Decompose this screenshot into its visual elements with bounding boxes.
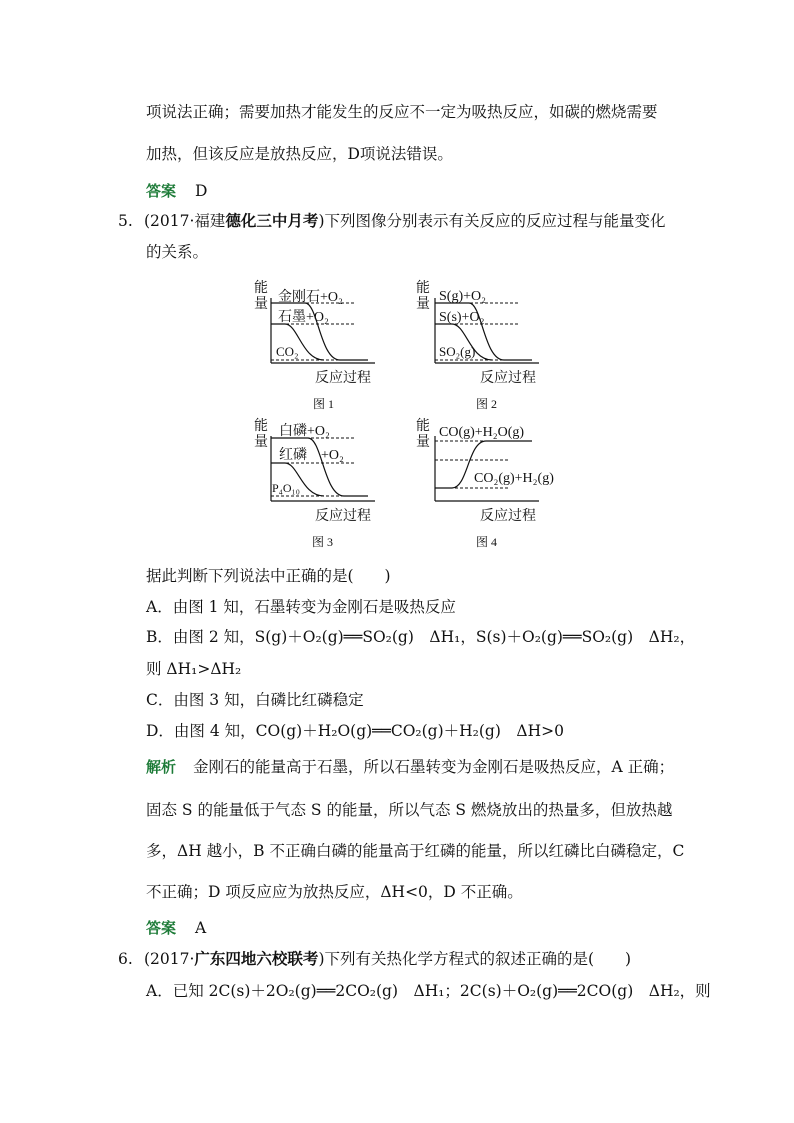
figure-caption: 图 4: [476, 535, 498, 549]
question-source: (2017·福建德化三中月考)下列图像分别表示有关反应的反应过程与能量变化: [144, 211, 666, 230]
x-axis-label: 反应过程: [315, 371, 371, 386]
level-bottom-label: SO₂(g): [439, 344, 476, 359]
level-mid-label: 红磷 +O₂: [279, 448, 344, 463]
explanation-line-3: 多，ΔH 越小，B 不正确白磷的能量高于红磷的能量，所以红磷比白磷稳定，C: [146, 842, 685, 860]
y-axis-label-bottom: 量: [254, 435, 268, 450]
x-axis-label: 反应过程: [315, 509, 371, 524]
previous-explanation-line-1: 项说法正确；需要加热才能发生的反应不一定为吸热反应，如碳的燃烧需要: [146, 103, 658, 121]
explanation-line-1: 解析 金刚石的能量高于石墨，所以石墨转变为金刚石是吸热反应，A 正确；: [146, 758, 675, 776]
y-axis-label-bottom: 量: [416, 297, 430, 312]
question-5-stem-line-2: 的关系。: [146, 243, 209, 261]
figure-2: [414, 278, 554, 418]
answer-label: 答案: [146, 919, 177, 937]
answer-value: D: [194, 182, 208, 200]
figure-caption: 图 1: [313, 397, 335, 411]
question-6-stem: [118, 949, 631, 969]
level-top-label: S(g)+O₂: [439, 289, 486, 304]
level-bottom-label: P₄O₁₀: [272, 481, 300, 495]
option-d: D．由图 4 知，CO(g)＋H₂O(g)══CO₂(g)＋H₂(g) ΔH>0: [146, 722, 564, 740]
y-axis-label-top: 能: [254, 419, 268, 434]
explanation-line-2: 固态 S 的能量低于气态 S 的能量，所以气态 S 燃烧放出的热量多，但放热越: [146, 801, 673, 819]
figure-caption: 图 2: [476, 397, 498, 411]
question-5-ask: 据此判断下列说法中正确的是( ): [146, 567, 391, 585]
explanation-label: 解析: [146, 758, 177, 776]
y-axis-label-top: 能: [416, 281, 430, 296]
level-top-label: 金刚石+O₂: [278, 290, 343, 305]
y-axis-label-top: 能: [254, 281, 268, 296]
y-axis-label-top: 能: [416, 419, 430, 434]
level-top-label: 白磷+O₂: [279, 424, 330, 439]
figure-4: [414, 416, 574, 556]
option-b: B．由图 2 知，S(g)＋O₂(g)══SO₂(g) ΔH₁，S(s)＋O₂(g)══SO₂(g) ΔH₂，: [146, 628, 696, 646]
option-a: A．由图 1 知，石墨转变为金刚石是吸热反应: [146, 598, 456, 616]
question-source: (2017·广东四地六校联考)下列有关热化学方程式的叙述正确的是( ): [144, 949, 632, 968]
option-c: C．由图 3 知，白磷比红磷稳定: [146, 691, 364, 709]
figure-3: [250, 416, 390, 556]
previous-answer: [146, 181, 207, 201]
level-top-label: CO(g)+H₂O(g): [439, 425, 525, 440]
level-bottom-label: CO₂: [276, 344, 299, 359]
x-axis-label: 反应过程: [480, 509, 536, 524]
question-5-answer: [146, 918, 206, 938]
y-axis-label-bottom: 量: [416, 435, 430, 450]
y-axis-label-bottom: 量: [254, 297, 268, 312]
explanation-line-4: 不正确；D 项反应应为放热反应，ΔH<0，D 不正确。: [146, 883, 523, 901]
answer-label: 答案: [146, 182, 177, 200]
level-bottom-label: CO₂(g)+H₂(g): [474, 471, 554, 486]
figure-caption: 图 3: [312, 535, 334, 549]
question-6-option-a: A．已知 2C(s)＋2O₂(g)══2CO₂(g) ΔH₁；2C(s)＋O₂(g)══2CO(g) ΔH₂，则: [146, 982, 711, 1000]
answer-value: A: [194, 919, 207, 937]
question-number: 6.: [118, 950, 133, 968]
figure-1: [250, 278, 390, 418]
level-mid-label: S(s)+O₂: [439, 310, 485, 325]
x-axis-label: 反应过程: [480, 371, 536, 386]
previous-explanation-line-2: 加热，但该反应是放热反应，D项说法错误。: [146, 145, 453, 163]
option-b-line-2: 则 ΔH₁>ΔH₂: [146, 660, 242, 678]
question-5-stem: [118, 211, 666, 231]
question-number: 5.: [118, 212, 133, 230]
level-mid-label: 石墨+O₂: [278, 310, 329, 325]
